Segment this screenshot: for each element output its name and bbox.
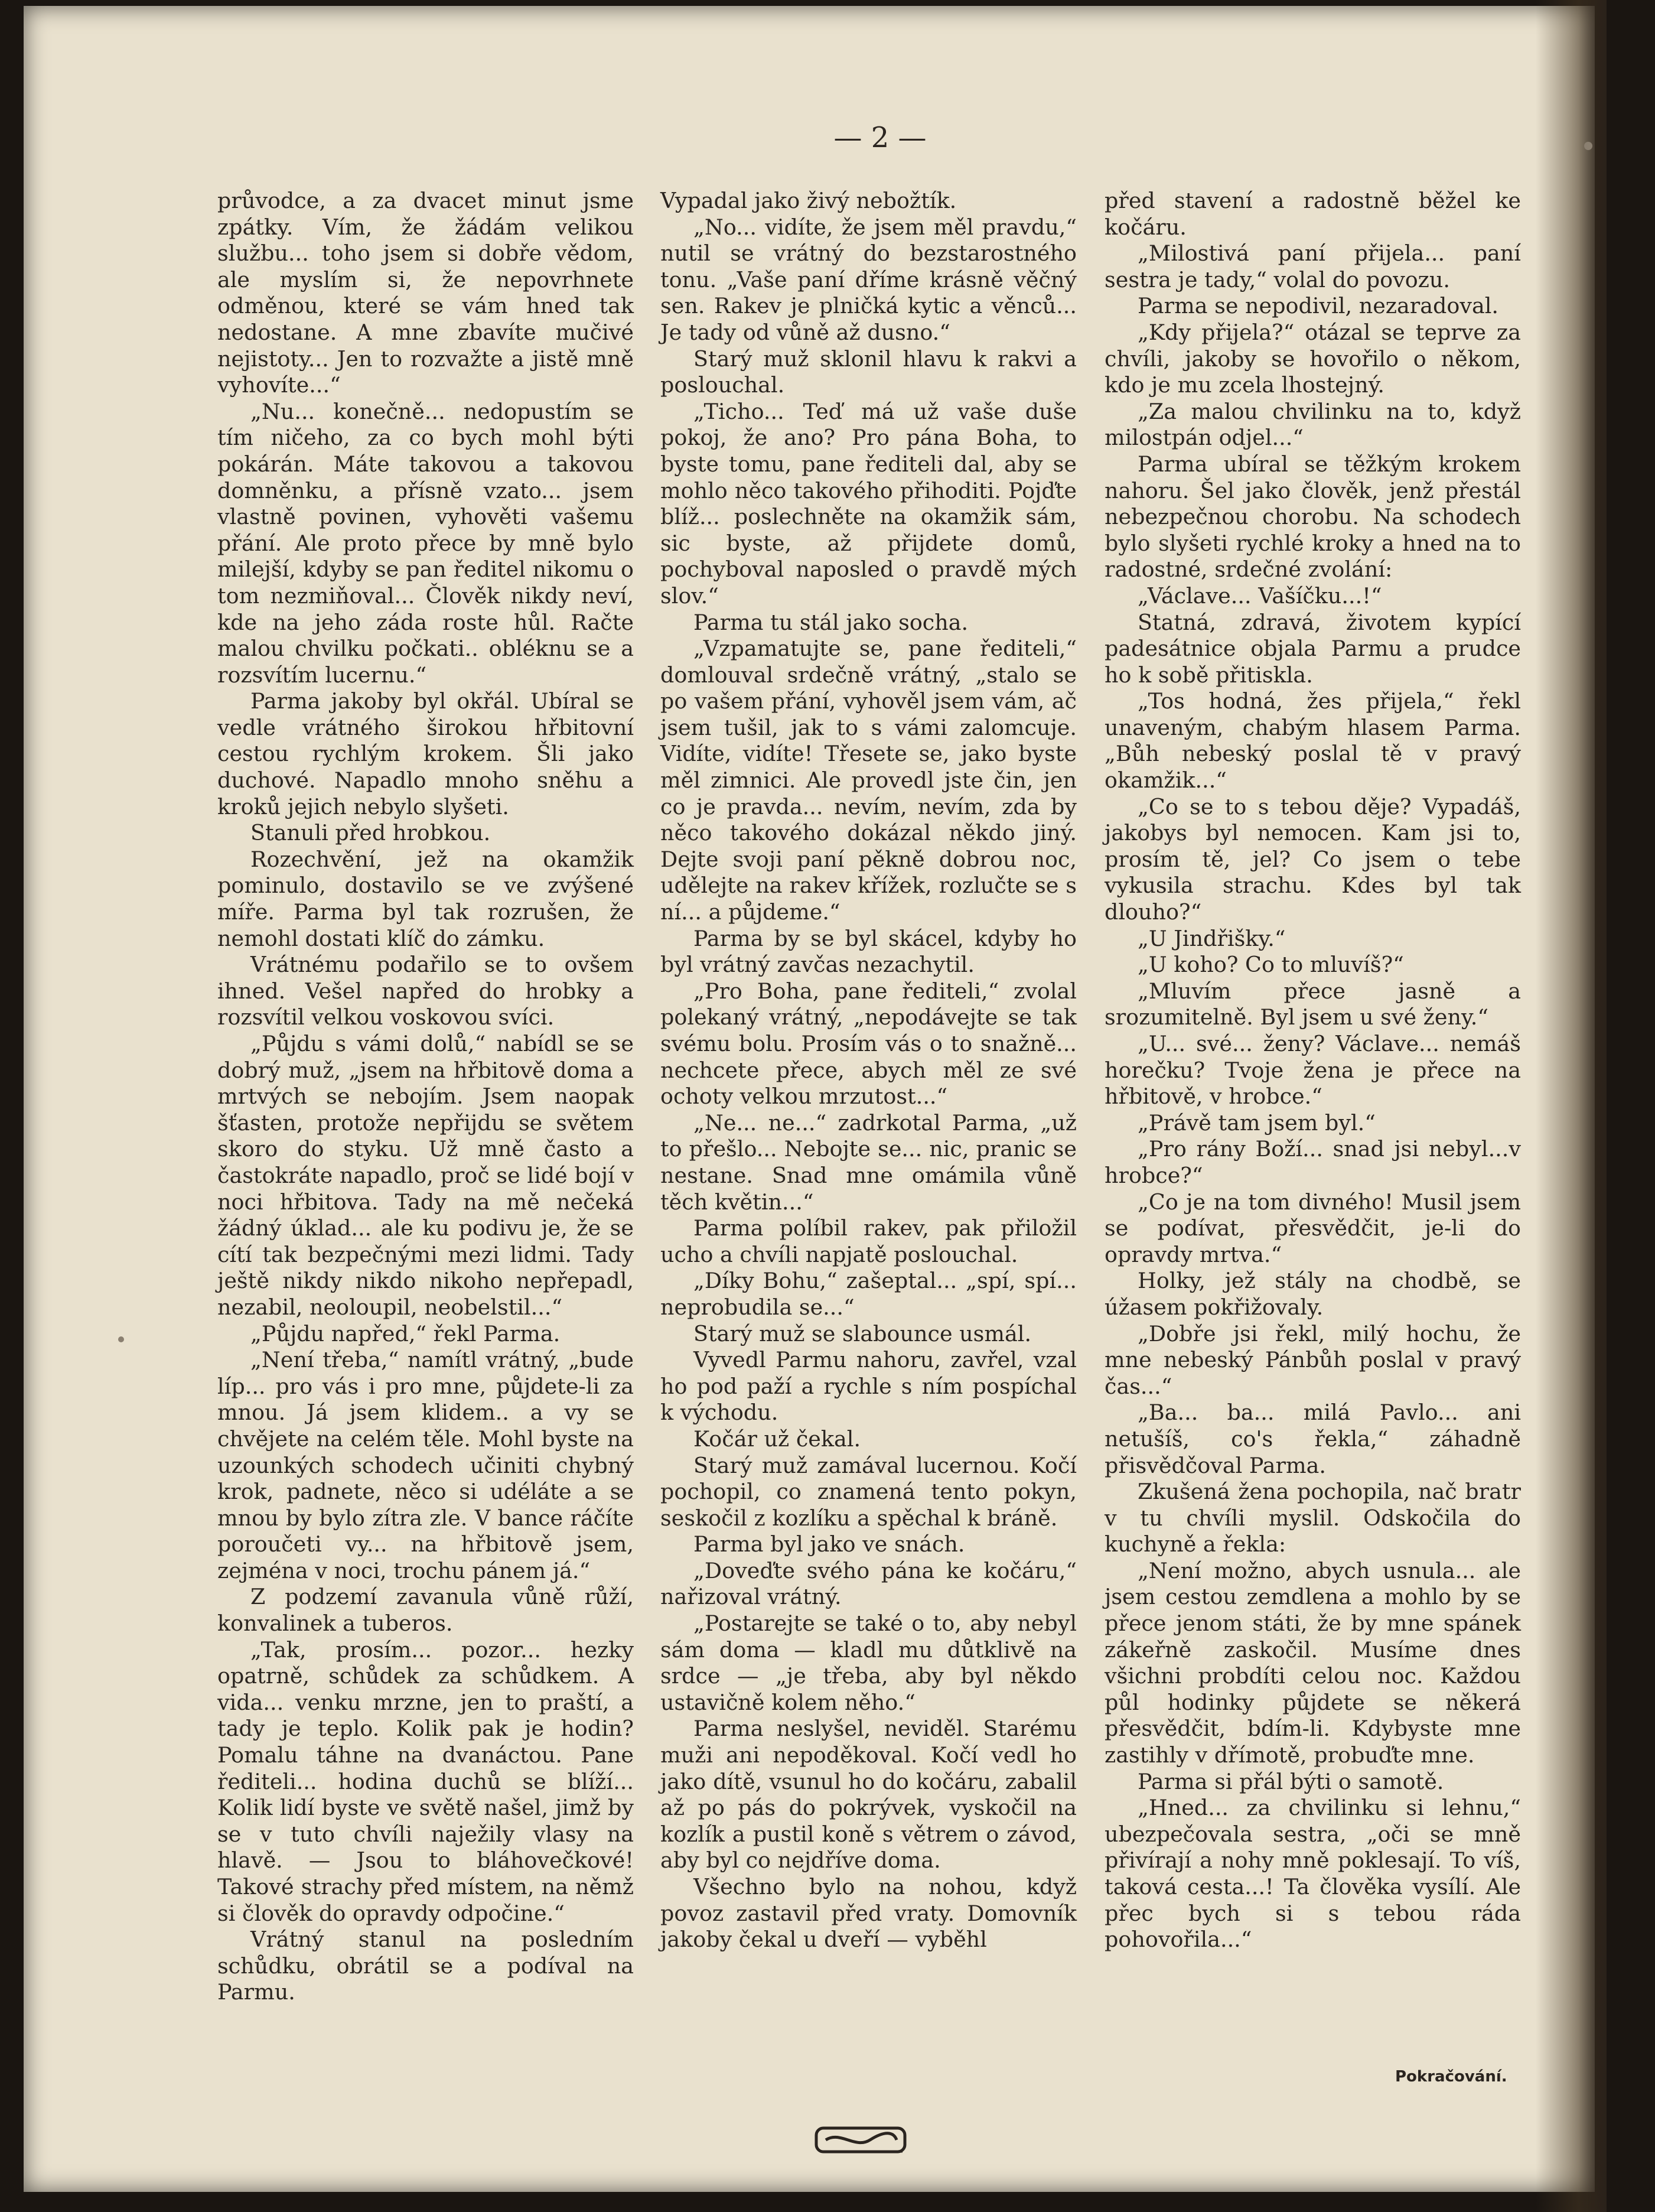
paragraph: „Půjdu napřed,“ řekl Parma. <box>250 1320 561 1346</box>
paragraph: Parma ubíral se těžkým krokem nahoru. Šel jako člověk, jenž přestál nebezpečnou chorobu. Na schodech bylo slyšeti rychlé kroky a hned na to radostné, srdečné zvolání: <box>1105 451 1521 583</box>
paragraph: „Václave... Vašíčku...!“ <box>1138 583 1382 609</box>
paragraph: „Co je na tom divného! Musil jsem se podívat, přesvědčit, je-li do opravdy mrtva.“ <box>1105 1189 1521 1267</box>
paragraph: „Hned... za chvilinku si lehnu,“ ubezpečovala sestra, „oči se mně přivírají a nohy mně poklesají. To víš, taková cesta...! Ta člověka vysílí. Ale přec bych si s tebou ráda pohovořila...“ <box>1105 1795 1521 1953</box>
continuation-note: Pokračování. <box>1395 2068 1507 2086</box>
paragraph: Vrátnému podařilo se to ovšem ihned. Vešel napřed do hrobky a rozsvítil velkou voskovou svíci. <box>217 952 634 1030</box>
paragraph: „Ba... ba... milá Pavlo... ani netušíš, co's řekla,“ záhadně přisvědčoval Parma. <box>1105 1400 1521 1478</box>
paragraph: Rozechvění, jež na okamžik pominulo, dostavilo se ve zvýšené míře. Parma byl tak rozrušen, že nemohl dostati klíč do zámku. <box>217 846 634 951</box>
paragraph: Všechno bylo na nohou, když povoz zastavil před vraty. Domovník jakoby čekal u dveří — vyběhl <box>660 1874 1077 1953</box>
paragraph: Parma byl jako ve snách. <box>693 1531 965 1557</box>
paragraph: Starý muž se slabounce usmál. <box>693 1320 1032 1346</box>
paragraph: Zkušená žena pochopila, nač bratr v tu chvíli myslil. Odskočila do kuchyně a řekla: <box>1105 1479 1521 1557</box>
paragraph: Statná, zdravá, životem kypící padesátnice objala Parmu a prudce ho k sobě přitiskla. <box>1105 609 1521 688</box>
paragraph: „Tos hodná, žes přijela,“ řekl unaveným, chabým hlasem Parma. „Bůh nebeský poslal tě v pravý okamžik...“ <box>1105 688 1521 793</box>
paragraph: „Za malou chvilinku na to, když milostpán odjel...“ <box>1105 398 1521 451</box>
paragraph: „Co se to s tebou děje? Vypadáš, jakobys byl nemocen. Kam jsi to, prosím tě, jel? Co jsem o tebe vykusila strachu. Kdes byl tak dlouho?“ <box>1105 793 1521 925</box>
paragraph: „Ne... ne...“ zadrkotal Parma, „už to přešlo... Nebojte se... nic, pranic se nestane. Snad mne omámila vůně těch květin...“ <box>660 1110 1077 1215</box>
paragraph: „Nu... konečně... nedopustím se tím ničeho, za co bych mohl býti pokárán. Máte takovou a takovou domněnku, a přísně vzato... jsem vlastně povinen, vyhověti vašemu přání. Ale proto přece by mně bylo milejší, kdyby se pan ředitel nikomu o tom nezmiňoval... Člověk nikdy neví, kde na jeho záda roste hůl. Račte malou chvilku počkati.. obléknu se a rozsvítím lucernu.“ <box>217 398 634 688</box>
paragraph: Vrátný stanul na posledním schůdku, obrátil se a podíval na Parmu. <box>217 1927 634 2005</box>
paragraph: „Mluvím přece jasně a srozumitelně. Byl jsem u své ženy.“ <box>1105 978 1521 1030</box>
paragraph: Parma neslyšel, neviděl. Starému muži ani nepoděkoval. Kočí vedl ho jako dítě, vsunul ho do kočáru, zabalil až po pás do pokrývek, vyskočil na kozlík a pustil koně s větrem o závod, aby byl co nejdříve doma. <box>660 1716 1077 1873</box>
paragraph: „Milostivá paní přijela... paní sestra je tady,“ volal do povozu. <box>1105 240 1521 292</box>
end-ornament-icon <box>814 2122 908 2158</box>
paragraph: Parma by se byl skácel, kdyby ho byl vrátný zavčas nezachytil. <box>660 925 1077 978</box>
paragraph: „Není možno, abych usnula... ale jsem cestou zemdlena a mohlo by se přece jenom státi, že by mne spánek zákeřně zaskočil. Musíme dnes všichni probdíti celou noc. Každou půl hodinky půjdete se někerá přesvědčit, bdím-li. Kdybyste mne zastihly v dřímotě, probuďte mne. <box>1105 1557 1521 1768</box>
paragraph: „Pro rány Boží... snad jsi nebyl...v hrobce?“ <box>1105 1136 1521 1188</box>
paragraph: průvodce, a za dvacet minut jsme zpátky. Vím, že žádám velikou službu... toho jsem si dobře vědom, ale myslím si, že nepovrhnete odměnou, které se vám hned tak nedostane. A mne zbavíte mučivé nejistoty... Jen to rozvažte a jistě mně vyhovíte...“ <box>217 188 634 398</box>
paragraph: Starý muž zamával lucernou. Kočí pochopil, co znamená tento pokyn, seskočil z kozlíku a spěchal k bráně. <box>660 1452 1077 1531</box>
paragraph: „Není třeba,“ namítl vrátný, „bude líp... pro vás i pro mne, půjdete-li za mnou. Já jsem klidem.. a vy se chvějete na celém těle. Mohl byste na uzounkých schodech učiniti chybný krok, padnete, něco si udéláte a se mnou by bylo zítra zle. V bance ráčíte poroučeti vy... na hřbitově jsem, zejména v noci, trochu pánem já.“ <box>217 1347 634 1583</box>
paragraph: Z podzemí zavanula vůně růží, konvalinek a tuberos. <box>217 1584 634 1637</box>
paragraph: Vyvedl Parmu nahoru, zavřel, vzal ho pod paží a rychle s ním pospíchal k východu. <box>660 1347 1077 1426</box>
paragraph: Starý muž sklonil hlavu k rakvi a poslouchal. <box>660 346 1077 398</box>
page-speck <box>1584 142 1592 150</box>
paragraph: Parma políbil rakev, pak přiložil ucho a chvíli napjatě poslouchal. <box>660 1215 1077 1267</box>
paragraph: „Ticho... Teď má už vaše duše pokoj, že ano? Pro pána Boha, to byste tomu, pane řediteli dal, aby se mohlo něco takového přihoditi. Pojďte blíž... poslechněte na okamžik sám, sic byste, až přijdete domů, pochyboval naposled o pravdě mých slov.“ <box>660 398 1077 609</box>
paragraph: Kočár už čekal. <box>693 1426 861 1452</box>
paragraph: „U Jindřišky.“ <box>1138 925 1286 951</box>
paragraph: „U... své... ženy? Václave... nemáš horečku? Tvoje žena je přece na hřbitově, v hrobce.“ <box>1105 1031 1521 1110</box>
paragraph: „Dobře jsi řekl, milý hochu, že mne nebeský Pánbůh poslal v pravý čas...“ <box>1105 1320 1521 1399</box>
page-edge-shadow <box>1536 0 1607 2212</box>
paragraph: „U koho? Co to mluvíš?“ <box>1138 952 1404 978</box>
paragraph: Vypadal jako živý nebožtík. <box>660 188 957 213</box>
text-column-3 <box>1105 188 1521 1953</box>
paragraph: „Postarejte se také o to, aby nebyl sám doma — kladl mu důtklivě na srdce — „je třeba, aby byl někdo ustavičně kolem něho.“ <box>660 1611 1077 1715</box>
paragraph: „Půjdu s vámi dolů,“ nabídl se se dobrý muž, „jsem na hřbitově doma a mrtvých se nebojím. Jsem naopak šťasten, protože nepřijdu se světem skoro do styku. Už mně často a častokráte napadlo, proč se lidé bojí v noci hřbitova. Tady na mě nečeká žádný úklad... ale ku podivu je, že se cítí tak bezpečnými mezi lidmi. Tady ještě nikdy nikdo nikoho nepřepadl, nezabil, neoloupil, neobelstil...“ <box>217 1031 634 1320</box>
paragraph: Parma se nepodivil, nezaradoval. <box>1138 293 1499 319</box>
paragraph: Parma jakoby byl okřál. Ubíral se vedle vrátného širokou hřbitovní cestou rychlým krokem. Šli jako duchové. Napadlo mnoho sněhu a kroků jejich nebylo slyšeti. <box>217 688 634 819</box>
paragraph: „Doveďte svého pána ke kočáru,“ nařizoval vrátný. <box>660 1557 1077 1610</box>
text-column-2 <box>660 188 1077 1953</box>
text-column-1 <box>217 188 634 2006</box>
page-speck <box>118 1336 124 1342</box>
paragraph: Holky, jež stály na chodbě, se úžasem pokřižovaly. <box>1105 1268 1521 1320</box>
paragraph: „Díky Bohu,“ zašeptal... „spí, spí... neprobudila se...“ <box>660 1268 1077 1320</box>
paragraph: Stanuli před hrobkou. <box>250 820 491 846</box>
paragraph: „No... vidíte, že jsem měl pravdu,“ nutil se vrátný do bezstarostného tonu. „Vaše paní dříme krásně věčný sen. Rakev je plničká kytic a věnců... Je tady od vůně až dusno.“ <box>660 214 1077 345</box>
paragraph: „Tak, prosím... pozor... hezky opatrně, schůdek za schůdkem. A vida... venku mrzne, jen to praští, a tady je teplo. Kolik pak je hodin? Pomalu táhne na dvanáctou. Pane řediteli... hodina duchů se blíží... Kolik lidí byste ve světě našel, jimž by se v tuto chvíli naježily vlasy na hlavě. — Jsou to bláhovečkové! Takové strachy před místem, na němž si člověk do opravdy odpočine.“ <box>217 1637 634 1926</box>
paragraph: „Právě tam jsem byl.“ <box>1138 1110 1376 1136</box>
paragraph: Parma si přál býti o samotě. <box>1138 1768 1444 1794</box>
paragraph: „Kdy přijela?“ otázal se teprve za chvíli, jakoby se hovořilo o někom, kdo je mu zcela lhostejný. <box>1105 319 1521 398</box>
page-number: — 2 — <box>833 121 927 154</box>
paragraph: před stavení a radostně běžel ke kočáru. <box>1105 188 1521 240</box>
paragraph: „Pro Boha, pane řediteli,“ zvolal polekaný vrátný, „nepodávejte se tak svému bolu. Prosím vás o to snažně... nechcete přece, abych měl ze své ochoty velkou mrzutost...“ <box>660 978 1077 1110</box>
paragraph: „Vzpamatujte se, pane řediteli,“ domlouval srdečně vrátný, „stalo se po vašem přání, vyhověl jsem vám, ač jsem tušil, jak to s vámi zalomcuje. Vidíte, vidíte! Třesete se, jako byste měl zimnici. Ale provedl jste čin, jen co je pravda... nevím, nevím, zda by něco takového dokázal někdo jiný. Dejte svoji paní pěkně dobrou noc, udělejte na rakev křížek, rozlučte se s ní... a půjdeme.“ <box>660 636 1077 925</box>
paragraph: Parma tu stál jako socha. <box>693 609 969 635</box>
